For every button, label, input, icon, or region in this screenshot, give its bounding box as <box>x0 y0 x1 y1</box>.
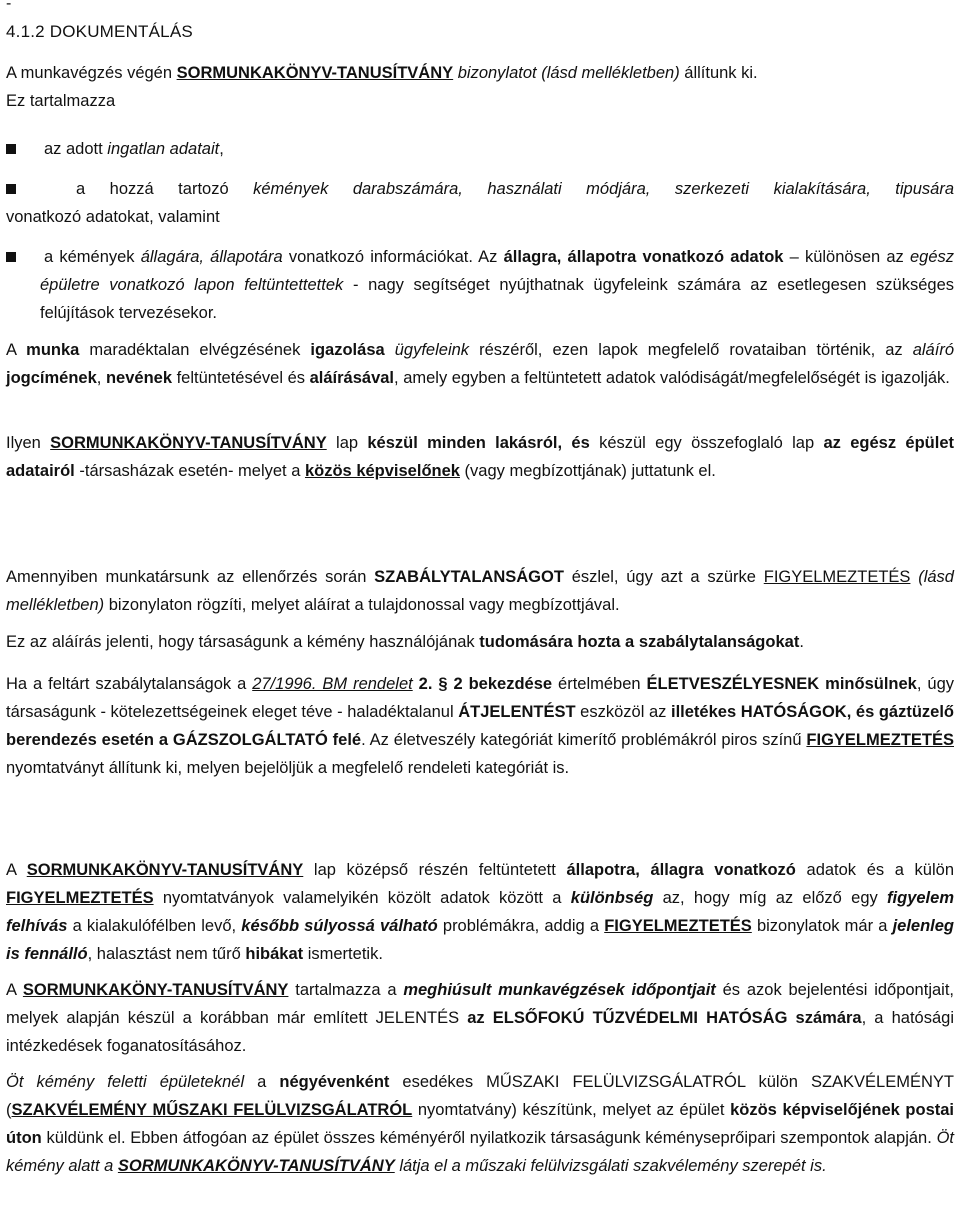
item-emphasis: egész épületre vonatkozó lapon feltüntettettek <box>40 248 954 294</box>
text-run: négyévenként <box>279 1073 390 1091</box>
text-run: adatok és a külön <box>795 861 954 879</box>
text-run: feltüntetésével és <box>172 369 310 387</box>
text-run: FIGYELMEZTETÉS <box>6 889 154 907</box>
text-run: az, hogy míg az előző egy <box>653 889 888 907</box>
intro-text-end: állítunk ki. <box>679 64 758 82</box>
item-text: – különösen az <box>783 248 910 266</box>
paragraph-verification <box>6 336 954 392</box>
intro-paragraph <box>6 59 954 87</box>
text-run: értelmében <box>552 675 647 693</box>
text-run: bizonylaton rögzíti, melyet aláírat a tulajdonossal vagy megbízottjával. <box>104 596 620 614</box>
text-run: ÁTJELENTÉST <box>458 703 576 721</box>
text-run: SZAKVÉLEMÉNY MŰSZAKI FELÜLVIZSGÁLATRÓL <box>11 1101 413 1119</box>
item-emphasis: állagára, állapotára <box>140 248 283 266</box>
text-run: SORMUNKAKÖNYV-TANUSÍTVÁNY <box>50 434 327 452</box>
list-item <box>6 243 954 327</box>
item-text: vonatkozó információkat. Az <box>282 248 504 266</box>
text-run: jogcímének <box>6 369 97 387</box>
text-run: figyelem felhívás <box>6 889 954 935</box>
text-run: . Az életveszély kategóriát kimerítő problémákról piros színű <box>361 731 807 749</box>
text-run: lap <box>326 434 368 452</box>
text-run: és azok bejelentési időpontjait, melyek alapján készül a korábban már említett JELENTÉS <box>6 981 954 1027</box>
text-run: a kialakulófélben levő, <box>67 917 242 935</box>
text-run: igazolása <box>310 341 385 359</box>
section-number: 4.1.2 <box>6 22 45 41</box>
text-run: Amennyiben munkatársunk az ellenőrzés során <box>6 568 375 586</box>
paragraph-difference <box>6 856 954 968</box>
item-text-end: - nagy segítséget nyújthatnak ügyfeleink számára az esetlegesen szükséges felújítások tervezésekor. <box>40 276 954 322</box>
text-run: látja el a műszaki felülvizsgálati szakvélemény szerepét is. <box>394 1157 827 1175</box>
text-run: , a hatósági intézkedések foganatosításához. <box>6 1009 954 1055</box>
list-item <box>6 135 954 163</box>
text-run: a <box>244 1073 280 1091</box>
text-run: küldünk el. Ebben átfogóan az épület összes kéményéről nyilatkozik társaságunk kéményseprőipari szempontok alapján. <box>41 1129 937 1147</box>
text-run: nyomtatványok valamelyikén közölt adatok között a <box>153 889 571 907</box>
text-run: eszközöl az <box>575 703 671 721</box>
item-emphasis: ingatlan adatait <box>107 140 220 158</box>
text-run: maradéktalan elvégzésének <box>79 341 311 359</box>
text-run: Ilyen <box>6 434 51 452</box>
paragraph-irregularity <box>6 563 954 619</box>
contains-line: Ez tartalmazza <box>6 92 116 110</box>
item-text: az adott <box>44 140 108 158</box>
text-run: az egész épület adatairól <box>6 434 954 480</box>
text-run: . <box>799 633 804 651</box>
text-run: 27/1996. BM rendelet <box>252 675 413 693</box>
text-run: (vagy megbízottjának) juttatunk el. <box>459 462 716 480</box>
item-emphasis: kémények darabszámára, használati módjára, szerkezeti kialakítására, tipusára <box>253 180 954 198</box>
intro-note: bizonylatot (lásd mellékletben) <box>453 64 680 82</box>
text-run: Öt kémény alatt a <box>6 1129 954 1175</box>
text-run: illetékes HATÓSÁGOK, és gáztüzelő berendezés esetén a GÁZSZOLGÁLTATÓ felé <box>6 703 955 749</box>
text-run: hibákat <box>245 945 304 963</box>
text-run: ismertetik. <box>303 945 383 963</box>
text-run: Öt kémény feletti épületeknél <box>6 1073 245 1091</box>
text-run: bizonylatok már a <box>751 917 893 935</box>
item-text: a hozzá tartozó <box>76 180 254 198</box>
text-run: munka <box>26 341 80 359</box>
item-text-end: , <box>219 140 224 158</box>
text-run: problémákra, addig a <box>437 917 605 935</box>
text-run: SORMUNKAKÖNY-TANUSÍTVÁNY <box>22 981 289 999</box>
item-text-cont: vonatkozó adatokat, valamint <box>6 208 220 226</box>
section-heading <box>6 20 193 44</box>
text-run: jelenleg is fennálló <box>6 917 955 963</box>
text-run: A <box>6 341 27 359</box>
text-run: tudomására hozta a szabálytalanságokat <box>479 633 800 651</box>
text-run: észlel, úgy azt a szürke <box>563 568 764 586</box>
text-run: ÉLETVESZÉLYESNEK minősülnek <box>646 675 917 693</box>
text-run: lap középső részén feltüntetett <box>303 861 567 879</box>
list-item <box>6 175 954 231</box>
text-run: készül minden lakásról, és <box>367 434 590 452</box>
section-title: DOKUMENTÁLÁS <box>49 22 193 41</box>
text-run: esedékes MŰSZAKI FELÜLVIZSGÁLATRÓL külön SZAKVÉLEMÉNYT ( <box>6 1073 954 1119</box>
text-run: készül egy összefoglaló lap <box>589 434 824 452</box>
text-run: (lásd mellékletben) <box>6 568 954 614</box>
paragraph-technical-review <box>6 1068 954 1180</box>
text-run: FIGYELMEZTETÉS <box>806 731 954 749</box>
text-run: meghiúsult munkavégzések időpontjait <box>403 981 716 999</box>
text-run: FIGYELMEZTETÉS <box>604 917 752 935</box>
text-run: A <box>6 981 23 999</box>
square-bullet-icon <box>6 252 16 262</box>
text-run: A <box>6 861 27 879</box>
text-run: tartalmazza a <box>288 981 404 999</box>
text-run: közös képviselőjének postai úton <box>6 1101 955 1147</box>
text-run: nyomtatvány) készítünk, melyet az épület <box>412 1101 731 1119</box>
text-run: nevének <box>105 369 173 387</box>
text-run: 2. § 2 bekezdése <box>418 675 553 693</box>
text-run: Ha a feltárt szabálytalanságok a <box>6 675 253 693</box>
text-run: közös képviselőnek <box>304 462 460 480</box>
text-run <box>385 341 395 359</box>
top-mark: - <box>6 0 12 12</box>
text-run: SORMUNKAKÖNYV-TANUSÍTVÁNY <box>117 1157 395 1175</box>
text-run: FIGYELMEZTETÉS <box>763 568 911 586</box>
square-bullet-icon <box>6 184 16 194</box>
text-run: , halasztást nem tűrő <box>87 945 246 963</box>
text-run: Ez az aláírás jelenti, hogy társaságunk a kémény használójának <box>6 633 480 651</box>
form-name: SORMUNKAKÖNYV-TANUSÍTVÁNY <box>176 64 454 82</box>
intro-text: A munkavégzés végén <box>6 64 177 82</box>
text-run: állapotra, állagra vonatkozó <box>566 861 796 879</box>
text-run: SZABÁLYTALANSÁGOT <box>374 568 564 586</box>
text-run: különbség <box>570 889 654 907</box>
text-run: aláíró <box>912 341 954 359</box>
text-run: nyomtatványt állítunk ki, melyen bejelöljük a megfelelő rendeleti kategóriát is. <box>6 759 570 777</box>
paragraph-failed-visits <box>6 976 954 1060</box>
item-text: a kémények <box>44 248 141 266</box>
text-run: később súlyossá válható <box>241 917 438 935</box>
text-run: az ELSŐFOKÚ TŰZVÉDELMI HATÓSÁG számára <box>467 1009 862 1027</box>
text-run: -társasházak esetén- melyet a <box>74 462 305 480</box>
paragraph-signature <box>6 628 954 656</box>
text-run: aláírásával <box>309 369 395 387</box>
item-bold: állagra, állapotra vonatkozó adatok <box>503 248 784 266</box>
paragraph-danger <box>6 670 954 782</box>
text-run: , úgy társaságunk - kötelezettségeinek eleget téve - haladéktalanul <box>6 675 954 721</box>
text-run: SORMUNKAKÖNYV-TANUSÍTVÁNY <box>26 861 304 879</box>
text-run: ügyfeleink <box>394 341 470 359</box>
square-bullet-icon <box>6 144 16 154</box>
text-run: , <box>96 369 106 387</box>
text-run: , amely egyben a feltüntetett adatok valódiságát/megfelelőségét is igazolják. <box>394 369 950 387</box>
text-run: részéről, ezen lapok megfelelő rovataiban történik, az <box>469 341 913 359</box>
paragraph-per-flat <box>6 429 954 485</box>
